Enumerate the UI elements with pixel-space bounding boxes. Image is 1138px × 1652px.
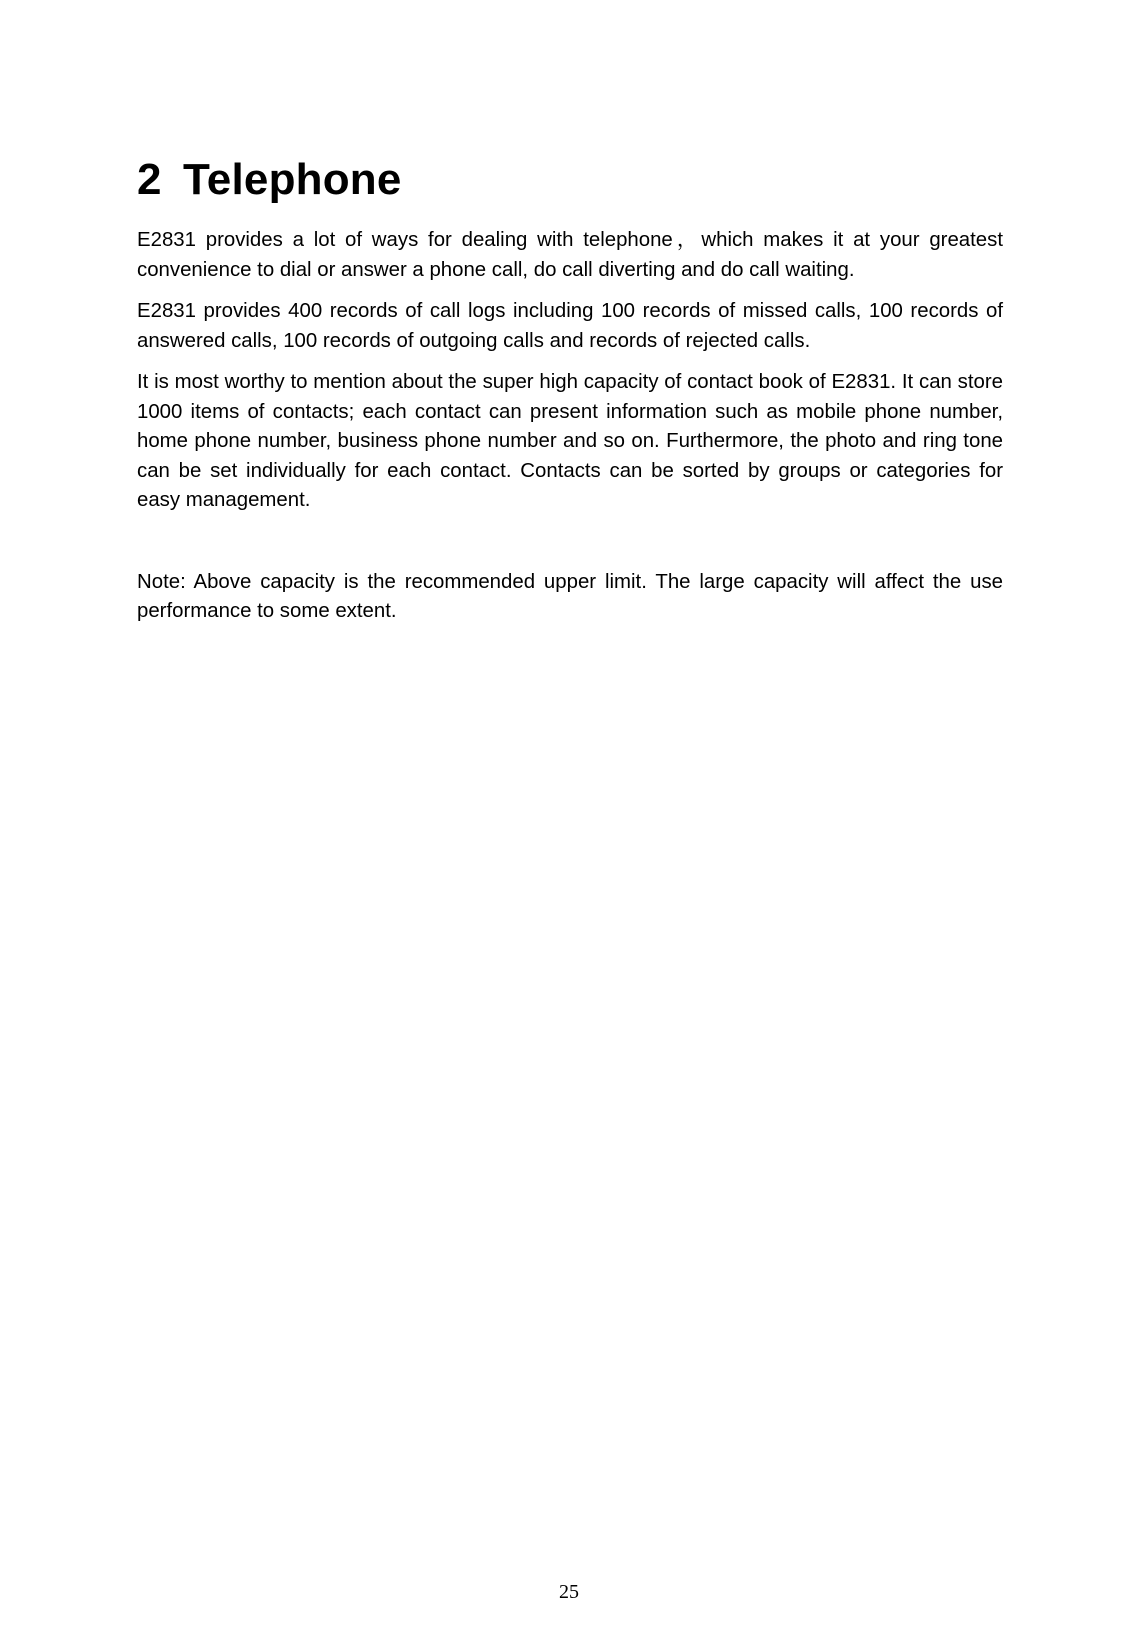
note-paragraph: Note: Above capacity is the recommended upper limit. The large capacity will affect the use performance to some extent. <box>137 570 1003 622</box>
chapter-number: 2 <box>137 155 162 204</box>
chapter-title: Telephone <box>183 155 402 204</box>
call-logs-paragraph: E2831 provides 400 records of call logs including 100 records of missed calls, 100 records of answered calls, 100 records of outgoing calls and records of rejected calls. <box>137 300 1003 352</box>
page-content <box>137 150 1003 639</box>
page-number: 25 <box>559 1581 579 1603</box>
chapter-heading <box>137 150 1003 210</box>
intro-paragraph: E2831 provides a lot of ways for dealing with telephone，which makes it at your greatest convenience to dial or answer a phone call, do call diverting and do call waiting. <box>137 229 1003 281</box>
contacts-paragraph: It is most worthy to mention about the super high capacity of contact book of E2831. It can store 1000 items of contacts; each contact can present information such as mobile phone number, home phone number, business phone number and so on. Furthermore, the photo and ring tone can be set individually for each contact. Contacts can be sorted by groups or categories for easy management. <box>137 371 1003 511</box>
